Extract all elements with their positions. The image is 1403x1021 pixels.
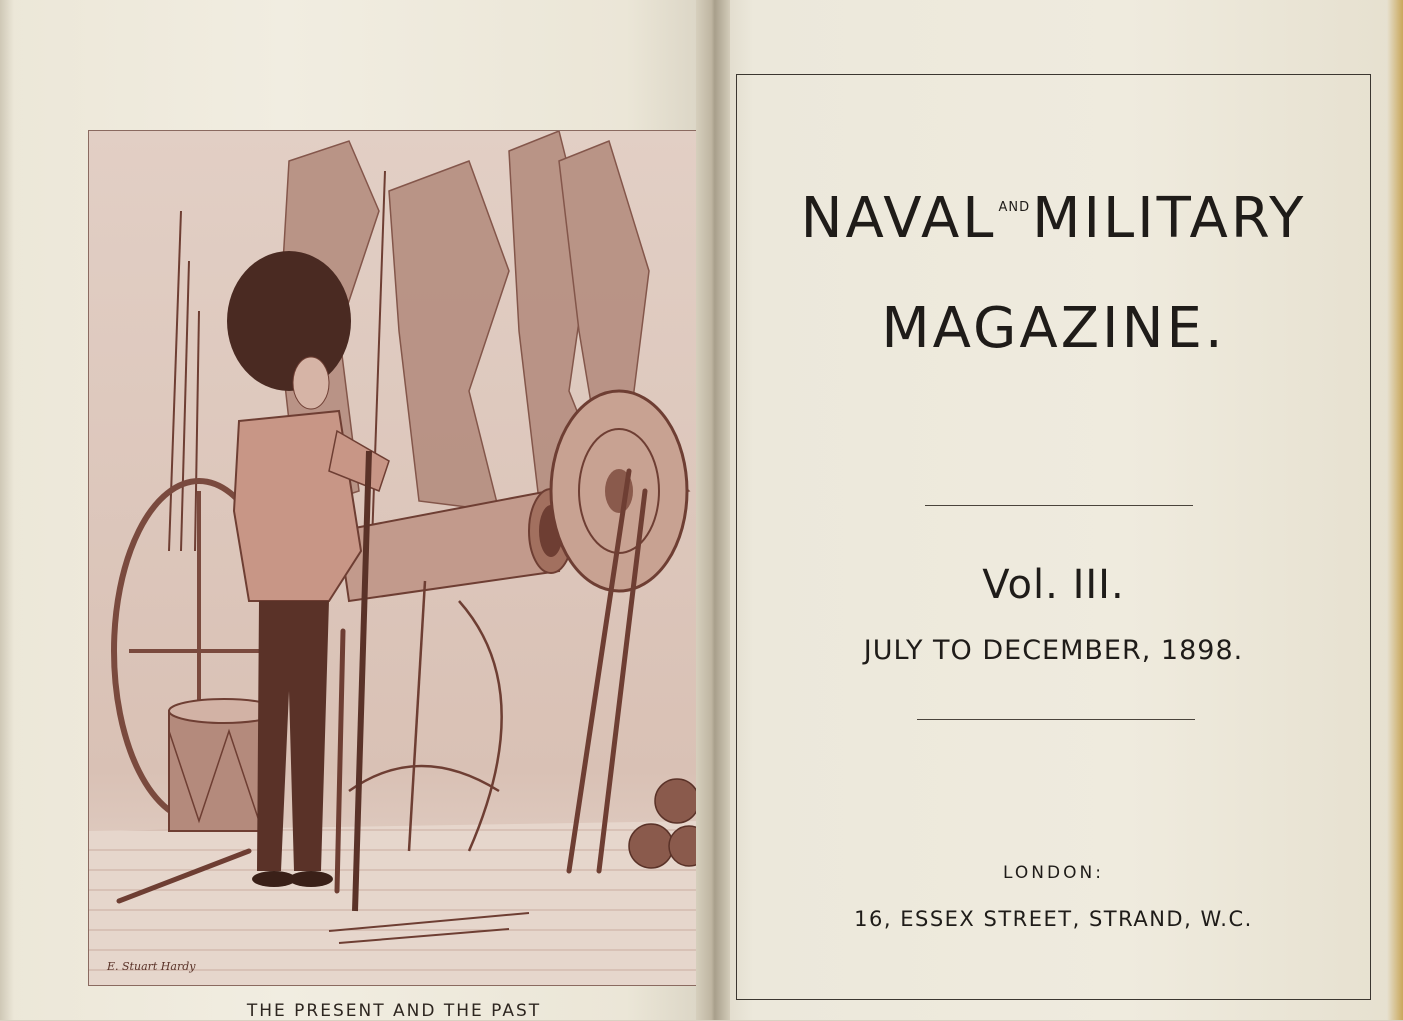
right-page-title-page — [712, 0, 1403, 1020]
illustration-drawing — [89, 131, 701, 985]
publisher-address: 16, ESSEX STREET, STRAND, W.C. — [854, 907, 1253, 931]
plate-caption: THE PRESENT AND THE PAST — [246, 1001, 542, 1021]
divider-rule-bottom — [917, 719, 1195, 720]
book-gutter — [696, 0, 730, 1020]
magazine-title-line1 — [737, 186, 1370, 251]
title-word-and: AND — [998, 200, 1031, 215]
round-shield — [551, 391, 687, 591]
title-word-military: MILITARY — [1032, 186, 1307, 251]
divider-rule-top — [925, 505, 1193, 506]
title-word-naval: NAVAL — [800, 186, 997, 251]
page-edge-shadow — [0, 0, 14, 1020]
artist-signature: E. Stuart Hardy — [107, 960, 196, 973]
publisher-city: LONDON: — [1003, 863, 1104, 883]
title-page-border — [736, 74, 1371, 1000]
volume-dates: JULY TO DECEMBER, 1898. — [863, 635, 1244, 666]
magazine-title-line2: MAGAZINE. — [881, 296, 1226, 361]
frontispiece-illustration — [88, 130, 702, 986]
page-outer-edge — [1387, 0, 1403, 1020]
volume-number: Vol. III. — [982, 562, 1125, 608]
